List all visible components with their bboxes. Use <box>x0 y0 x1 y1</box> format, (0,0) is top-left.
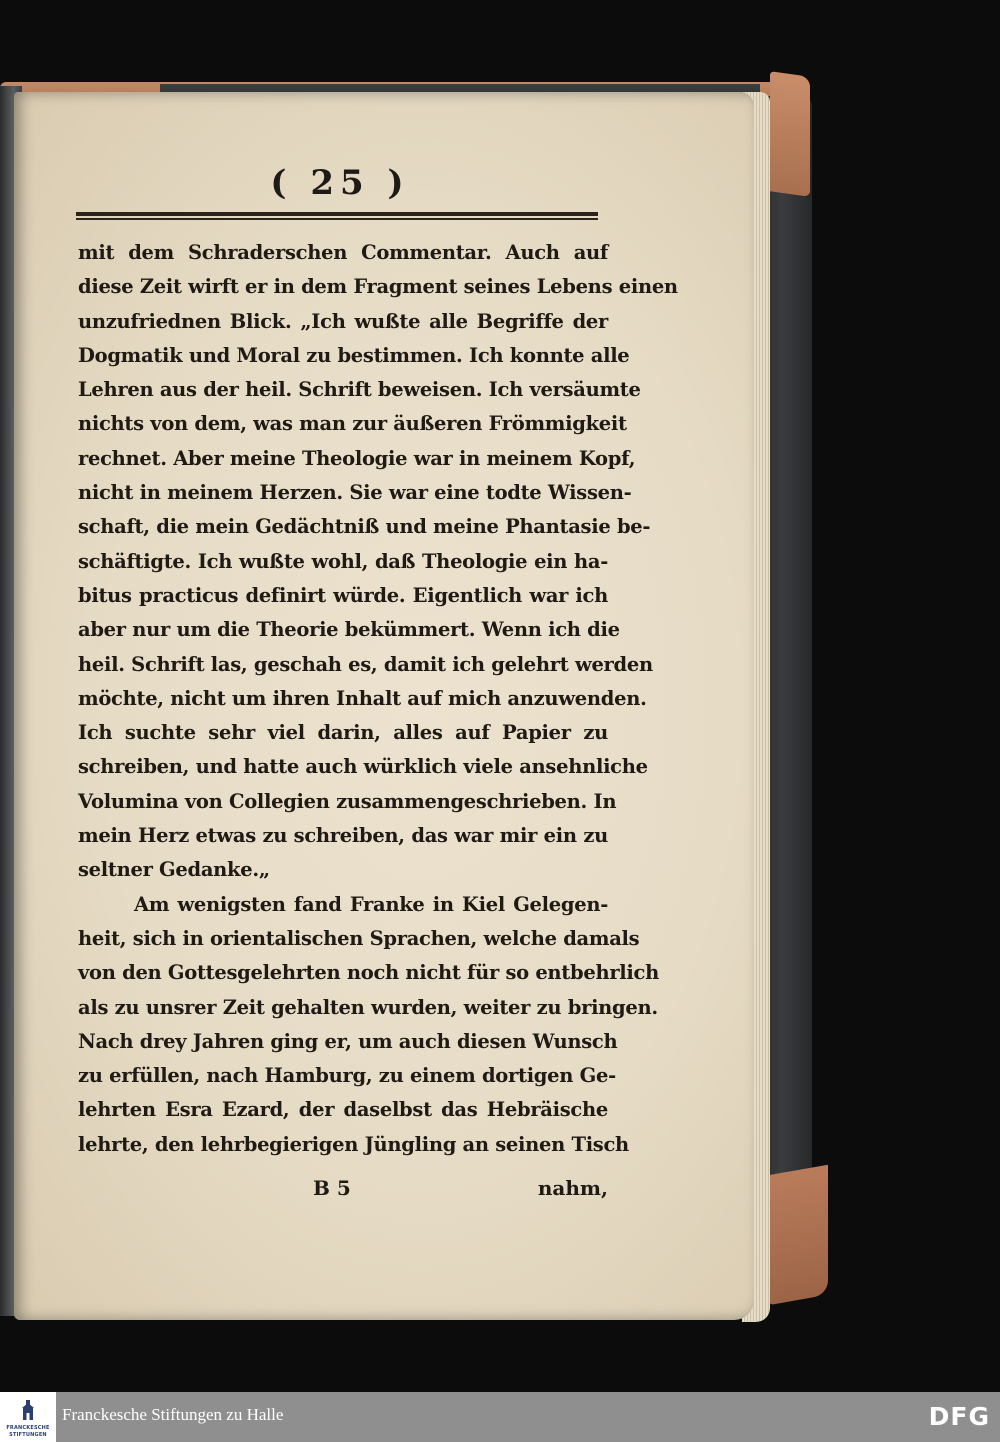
page-text <box>78 236 678 1162</box>
page-number: ( 25 ) <box>270 163 410 203</box>
leather-corner-top <box>770 71 810 197</box>
text-line: lehrte, den lehrbegierigen Jüngling an seinen Tisch <box>78 1132 629 1156</box>
signature-mark: B 5 <box>313 1176 351 1200</box>
text-line: bitus practicus definirt würde. Eigentlich war ich <box>78 583 608 607</box>
text-line: aber nur um die Theorie bekümmert. Wenn ich die <box>78 618 620 642</box>
text-line: heit, sich in orientalischen Sprachen, welche damals <box>78 926 640 950</box>
text-line: lehrten Esra Ezard, der daselbst das Hebräische <box>78 1098 608 1122</box>
text-line: rechnet. Aber meine Theologie war in meinem Kopf, <box>78 446 636 470</box>
header-rule-thick <box>76 212 598 216</box>
text-line: Nach drey Jahren ging er, um auch diesen Wunsch <box>78 1029 618 1053</box>
institution-emblem-icon <box>20 1400 36 1422</box>
franckesche-logo[interactable] <box>0 1392 56 1442</box>
footer-bar <box>0 1392 1000 1442</box>
text-line: unzufriednen Blick. „Ich wußte alle Begriffe der <box>78 309 608 333</box>
text-line: Lehren aus der heil. Schrift beweisen. Ich versäumte <box>78 378 641 402</box>
text-line: seltner Gedanke.„ <box>78 858 270 882</box>
dfg-logo[interactable]: DFG <box>928 1402 990 1431</box>
text-line: mein Herz etwas zu schreiben, das war mir ein zu <box>78 824 608 848</box>
text-line: Am wenigsten fand Franke in Kiel Gelegen- <box>134 892 608 916</box>
header-rule <box>76 212 598 222</box>
logo-caption-2: STIFTUNGEN <box>9 1432 47 1438</box>
text-line: nichts von dem, was man zur äußeren Frömmigkeit <box>78 412 627 436</box>
text-line: von den Gottesgelehrten noch nicht für so entbehrlich <box>78 961 659 985</box>
text-line: nicht in meinem Herzen. Sie war eine todte Wissen- <box>78 481 632 505</box>
text-line: diese Zeit wirft er in dem Fragment seines Lebens einen <box>78 275 678 299</box>
logo-caption-1: FRANCKESCHE <box>6 1425 50 1431</box>
text-line: möchte, nicht um ihren Inhalt auf mich anzuwenden. <box>78 686 647 710</box>
text-line: Ich suchte sehr viel darin, alles auf Papier zu <box>78 721 608 745</box>
text-line: Volumina von Collegien zusammengeschrieben. In <box>78 789 617 813</box>
text-line: schreiben, und hatte auch würklich viele ansehnliche <box>78 755 648 779</box>
text-line: Dogmatik und Moral zu bestimmen. Ich konnte alle <box>78 343 630 367</box>
institution-title[interactable]: Franckesche Stiftungen zu Halle <box>62 1405 284 1424</box>
text-line: heil. Schrift las, geschah es, damit ich gelehrt werden <box>78 652 653 676</box>
text-line: mit dem Schraderschen Commentar. Auch auf <box>78 241 608 264</box>
text-line: zu erfüllen, nach Hamburg, zu einem dortigen Ge- <box>78 1064 616 1088</box>
leather-corner-bottom <box>768 1165 828 1306</box>
text-line: als zu unsrer Zeit gehalten wurden, weiter zu bringen. <box>78 995 658 1019</box>
catchword: nahm, <box>537 1176 608 1200</box>
page-footer <box>78 1176 608 1210</box>
text-line: schäftigte. Ich wußte wohl, daß Theologie ein ha- <box>78 549 608 573</box>
header-rule-thin <box>76 218 598 220</box>
text-line: schaft, die mein Gedächtniß und meine Phantasie be- <box>78 515 651 539</box>
